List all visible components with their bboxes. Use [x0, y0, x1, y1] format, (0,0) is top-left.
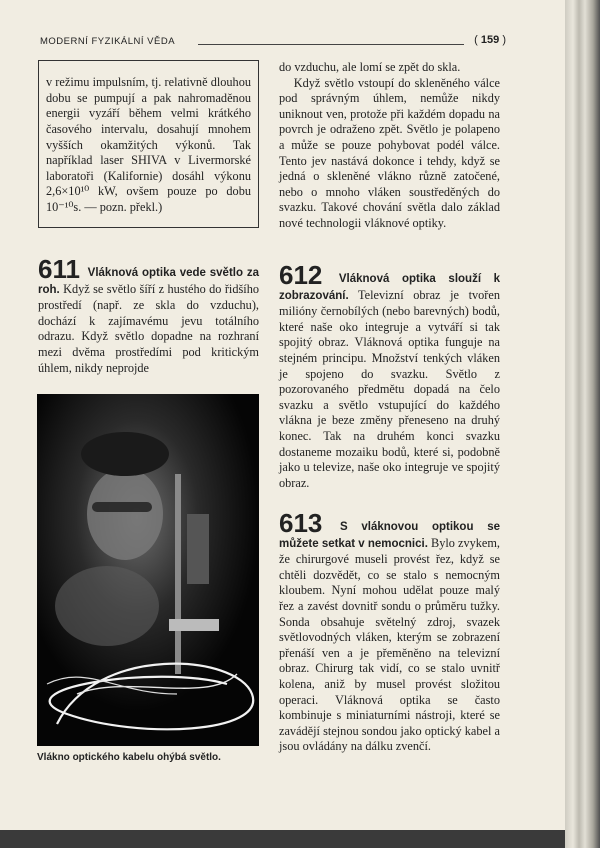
section-611 — [38, 254, 259, 376]
fiber-optic-photo — [37, 394, 259, 746]
continued-text: do vzduchu, ale lomí se zpět do skla. — [279, 60, 461, 74]
section-612 — [279, 260, 500, 491]
translator-note-text: v režimu impulsním, tj. relativně dlouhou dobu se pumpují a pak nahromaděnou energii vyzáří během velmi krátkého časového intervalu, dosahují mnohem vyšších okamžitých výkonů. Tak například laser SHIVA v Livermorské laboratoři (Kalifornie) dosáhl výkonu 2,6×10¹⁰ kW, ovšem pouze po dobu 10⁻¹⁰s. — pozn. překl.) — [46, 75, 251, 215]
page-number-open-paren: ( — [474, 34, 478, 46]
running-header — [40, 34, 510, 50]
section-number: 612 — [279, 260, 323, 290]
page-edge — [565, 0, 600, 848]
section-heading: Vláknová optika slouží k zobrazování. — [279, 273, 500, 302]
translator-note-box — [38, 60, 259, 228]
page-number-close-paren: ) — [502, 34, 506, 46]
photo-caption: Vlákno optického kabelu ohýbá světlo. — [37, 752, 221, 763]
section-body: Televizní obraz je tvořen milióny černobílých (nebo barevných) bodů, které naše oko integruje a vytváří si tak spojitý obraz. Vláknová optika funguje na stejném principu. Množství tenkých vláken je spojeno do svazku. Světlo z pozorovaného předmětu dopadá na čelo svazku a světlo vstupující do každého vlákna je beze změny přeneseno na druhý konec. Tak na druhém konci svazku dostaneme mozaiku bodů, které si, podobně jako u televize, naše oko integruje ve spojitý obraz. — [279, 287, 500, 490]
header-rule — [198, 44, 464, 45]
fiber-optics-paragraph: Když světlo vstoupí do skleněného válce pod správným úhlem, nemůže nikdy uniknout ven, protože při každém dopadu na povrch je odraženo zpět. Světlo je polapeno a může se pouze pohybovat podél válce. Tento jev nastává dokonce i tehdy, když se jedná o skleněné vlákno různě zatočené, nebo o mnoho vláken soustředěných do svazku. Takové chování světla dalo základ nové technologii vláknové optiky. — [279, 75, 500, 230]
section-613 — [279, 508, 500, 755]
page-bottom-edge — [0, 830, 565, 848]
section-body: Když se světlo šíří z hustého do řidšího prostředí (např. ze skla do vzduchu), dochází k zajímavému jevu totálního odrazu. Když světlo dopadne na rozhraní mezi dvěma prostředími pod kritickým úhlem, nikdy neprojde — [38, 281, 259, 375]
section-number: 611 — [38, 254, 80, 284]
right-column — [279, 60, 500, 232]
section-body: Bylo zvykem, že chirurgové museli provést řez, když se chtěli dozvědět, co se stalo s nemocným kloubem. Nyní mohou udělat pouze malý řez a zavést dovnitř sondu o průměru tužky. Sonda obsahuje světelný zdroj, svazek světlovodných vláken, kterým se zobrazení přenáší ven a je přeměněno na televizní obraz. Chirurg tak vidí, co se stalo uvnitř kolena, aniž by musel provést složitou operaci. Vláknová optika se často kombinuje s miniaturními nástroji, které se zavádějí stejnou sondou jako optický kabel a jsou ovládány na dálku zvenčí. — [279, 535, 500, 754]
photo-illustration — [37, 394, 259, 746]
section-heading: S vláknovou optikou se můžete setkat v nemocnici. — [279, 521, 500, 550]
page-number — [474, 34, 506, 46]
section-heading: Vláknová optika vede světlo za roh. — [38, 267, 259, 296]
running-header-title: MODERNÍ FYZIKÁLNÍ VĚDA — [40, 36, 176, 47]
page-number-value: 159 — [480, 34, 500, 46]
section-number: 613 — [279, 508, 323, 538]
